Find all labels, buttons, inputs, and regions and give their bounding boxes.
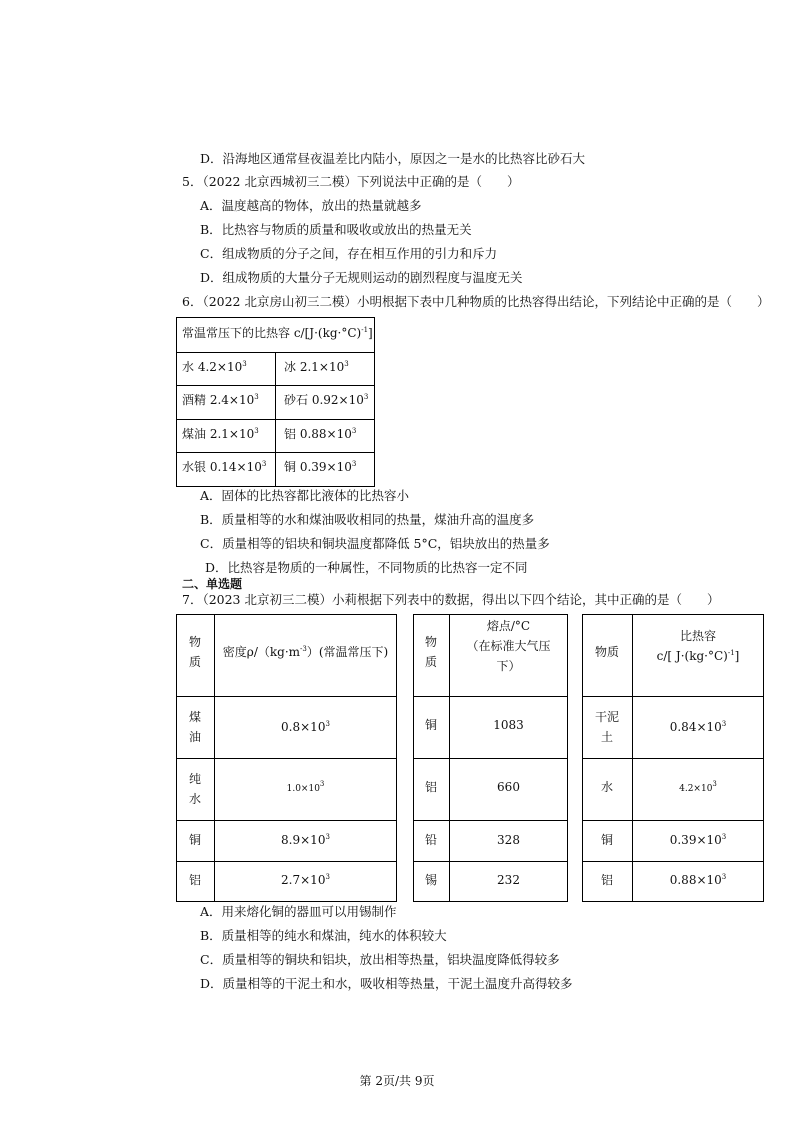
section-title: 二、单选题 bbox=[182, 577, 243, 591]
q7-b1-row-value: $8.9\times 10^3$ bbox=[281, 833, 330, 847]
q7-b1-row-name: 煤 油 bbox=[188, 710, 201, 744]
q5-option-b: B．比热容与物质的质量和吸收或放出的热量无关 bbox=[200, 222, 472, 237]
q4-option-d: D．沿海地区通常昼夜温差比内陆小，原因之一是水的比热容比砂石大 bbox=[200, 151, 586, 166]
q7-b2-header-value: 熔点/°C （在标准大气压 下） bbox=[466, 619, 551, 673]
q7-b3-header-name: 物质 bbox=[594, 645, 619, 659]
q7-b1-row-value: $1.0\times 10^3$ bbox=[286, 780, 325, 794]
q6-option-b: B．质量相等的水和煤油吸收相同的热量，煤油升高的温度多 bbox=[200, 512, 535, 527]
q7-b3-row-name: 铝 bbox=[600, 873, 613, 887]
q5-option-a: A．温度越高的物体，放出的热量就越多 bbox=[200, 198, 422, 213]
q6-cell: 铜 $0.39\times 10^3$ bbox=[284, 460, 357, 474]
q7-b2-row-name: 铜 bbox=[424, 718, 437, 732]
q7-stem: 7．（2023 北京初三二模）小莉根据下列表中的数据，得出以下四个结论，其中正确的是（ ） bbox=[182, 592, 720, 607]
q5-option-d: D．组成物质的大量分子无规则运动的剧烈程度与温度无关 bbox=[200, 270, 523, 285]
q7-b1-row-value: $2.7\times 10^3$ bbox=[281, 873, 330, 887]
q7-b1-header-value: 密度$\rho/(kg\cdot m^{-3})$(常温常压下) bbox=[222, 645, 389, 659]
q7-b1-row-name: 铝 bbox=[188, 873, 201, 887]
q7-b3-row-value: $0.39\times 10^3$ bbox=[669, 833, 727, 847]
q5-stem: 5．（2022 北京西城初三二模）下列说法中正确的是（ ） bbox=[182, 174, 520, 189]
q7-b2-row-value: 328 bbox=[497, 833, 520, 847]
q7-b3-row-name: 干泥 土 bbox=[594, 710, 619, 744]
q7-b2-row-value: 660 bbox=[497, 780, 520, 794]
q7-b2-row-value: 1083 bbox=[493, 718, 524, 732]
q6-cell: 冰 $2.1\times 10^3$ bbox=[284, 360, 349, 374]
q6-cell: 酒精 $2.4\times 10^3$ bbox=[182, 393, 259, 407]
q7-b1-header-name: 物 质 bbox=[188, 635, 201, 669]
q7-b2-row-name: 铝 bbox=[424, 780, 437, 794]
q6-cell: 煤油 $2.1\times 10^3$ bbox=[182, 427, 259, 441]
q6-cell: 水 $4.2\times 10^3$ bbox=[182, 360, 247, 374]
q7-b1-row-name: 铜 bbox=[188, 833, 201, 847]
q7-b2-header-name: 物 质 bbox=[424, 635, 437, 669]
q6-stem: 6．（2022 北京房山初三二模）小明根据下表中几种物质的比热容得出结论，下列结论中正确的是（ ） bbox=[182, 294, 770, 309]
q6-table-header: 常温常压下的比热容 $c/[J\cdot(kg\cdot^\circ C)^{-1}]$ bbox=[182, 326, 373, 340]
q6-cell: 铝 $0.88\times 10^3$ bbox=[284, 427, 357, 441]
q6-option-d: D．比热容是物质的一种属性，不同物质的比热容一定不同 bbox=[205, 560, 528, 575]
q7-b3-row-value: $0.88\times 10^3$ bbox=[669, 873, 727, 887]
q7-b1-row-value: $0.8\times 10^3$ bbox=[281, 720, 330, 734]
q6-option-a: A．固体的比热容都比液体的比热容小 bbox=[200, 488, 410, 503]
q7-b1-row-name: 纯 水 bbox=[188, 772, 201, 806]
q7-b2-row-name: 锡 bbox=[424, 873, 437, 887]
q6-cell: 水银 $0.14\times 10^3$ bbox=[182, 460, 267, 474]
q7-option-a: A．用来熔化铜的器皿可以用锡制作 bbox=[200, 904, 397, 919]
q7-option-d: D．质量相等的干泥土和水，吸收相等热量，干泥土温度升高得较多 bbox=[200, 976, 573, 991]
q6-option-c: C．质量相等的铝块和铜块温度都降低 5°C，铝块放出的热量多 bbox=[200, 536, 550, 551]
page-footer: 第 2页/共 9页 bbox=[359, 1074, 435, 1088]
q5-option-c: C．组成物质的分子之间，存在相互作用的引力和斥力 bbox=[200, 246, 498, 261]
q6-specific-heat-table bbox=[176, 317, 375, 487]
q7-b2-row-value: 232 bbox=[497, 873, 520, 887]
q7-b3-row-name: 水 bbox=[600, 780, 613, 794]
q6-cell: 砂石 $0.92\times 10^3$ bbox=[284, 393, 369, 407]
q7-b3-row-value: $4.2\times 10^3$ bbox=[679, 780, 717, 794]
q7-b3-header-value: 比热容 c/[ $J\cdot(kg\cdot^\circ C)^{-1}$] bbox=[656, 629, 740, 663]
q7-option-b: B．质量相等的纯水和煤油，纯水的体积较大 bbox=[200, 928, 447, 943]
q7-b2-row-name: 铅 bbox=[424, 833, 437, 847]
q7-b3-row-name: 铜 bbox=[600, 833, 613, 847]
q7-option-c: C．质量相等的铜块和铝块，放出相等热量，铝块温度降低得较多 bbox=[200, 952, 560, 967]
q7-data-table bbox=[176, 614, 764, 902]
q7-b3-row-value: $0.84\times 10^3$ bbox=[669, 720, 727, 734]
